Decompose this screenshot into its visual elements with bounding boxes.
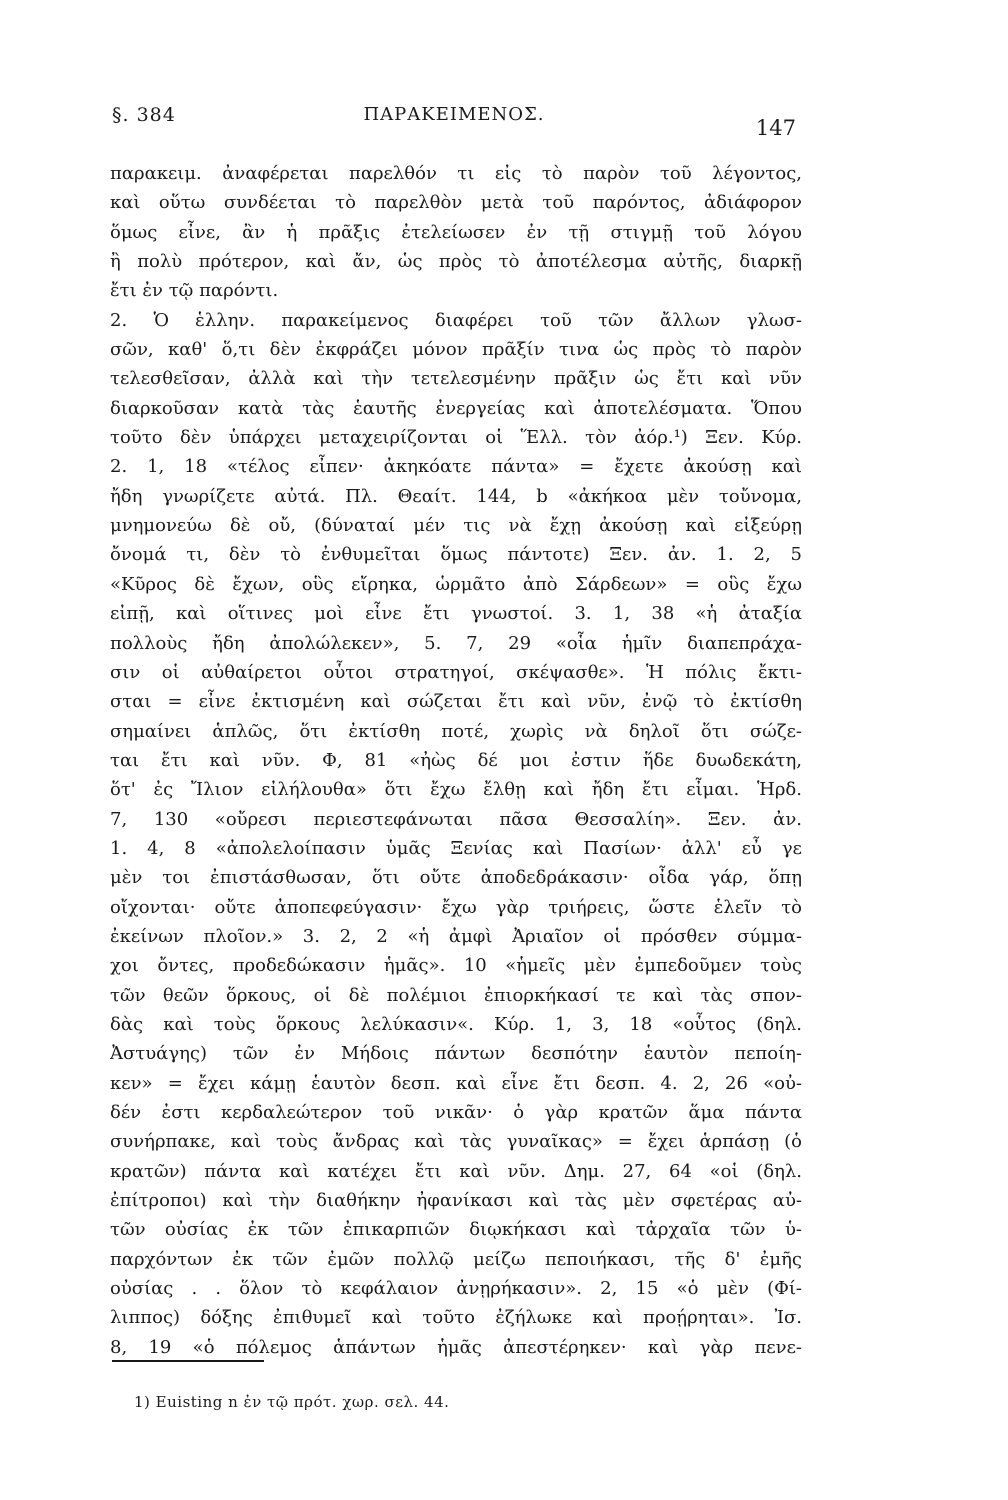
text-line: ἐπίτροποι) καὶ τὴν διαθήκην ἠφανίκασι καὶ τὰς μὲν σφετέρας αὐ- [110,1190,802,1212]
text-line: δέν ἐστι κερδαλεώτερον τοῦ νικᾶν· ὁ γὰρ κρατῶν ἅμα πάντα [110,1102,802,1123]
text-line: σιν οἱ αὐθαίρετοι οὗτοι στρατηγοί, σκέψασθε». Ἡ πόλις ἔκτι- [110,661,802,683]
text-line: ται ἔτι καὶ νῦν. Φ, 81 «ἠὼς δέ μοι ἐστιν ἥδε δυωδεκάτη, [110,749,802,771]
text-line: ἐκείνων πλοῖον.» 3. 2, 2 «ἡ ἀμφὶ Ἀριαῖον οἱ πρόσθεν σύμμα- [110,925,802,947]
text-line: 7, 130 «οὔρεσι περιεστεφάνωται πᾶσα Θεσσαλίη». Ξεν. ἀν. [110,808,802,830]
text-line: ὅμως εἶνε, ἂν ἡ πρᾶξις ἐτελείωσεν ἐν τῇ στιγμῇ τοῦ λόγου [110,221,802,243]
text-line: πολλοὺς ἤδη ἀπολώλεκεν», 5. 7, 29 «οἷα ἡμῖν διαπεπράχα- [110,632,802,654]
text-line: τῶν θεῶν ὅρκους, οἱ δὲ πολέμιοι ἐπιορκήκασί τε καὶ τὰς σπον- [110,984,802,1006]
text-line: κεν» = ἔχει κάμῃ ἑαυτὸν δεσπ. καὶ εἶνε ἔτι δεσπ. 4. 2, 26 «οὐ- [110,1072,802,1094]
text-line: παρακειμ. ἀναφέρεται παρελθόν τι εἰς τὸ παρὸν τοῦ λέγοντος, [110,163,802,184]
running-title: ΠΑΡΑΚΕΙΜΕΝΟΣ. [363,104,545,125]
text-line: 8, 19 «ὁ πόλεμος ἁπάντων ἡμᾶς ἀπεστέρηκεν· καὶ γὰρ πενε- [110,1336,802,1358]
text-line: ὄνομά τι, δὲν τὸ ἐνθυμεῖται ὅμως πάντοτε) Ξεν. ἀν. 1. 2, 5 [110,544,802,566]
text-line: κρατῶν) πάντα καὶ κατέχει ἔτι καὶ νῦν. Δημ. 27, 64 «οἱ (δηλ. [110,1160,802,1182]
text-line: «Κῦρος δὲ ἔχων, οὓς εἴρηκα, ὡρμᾶτο ἀπὸ Σάρδεων» = οὓς ἔχω [110,573,802,595]
text-line: σται = εἶνε ἐκτισμένη καὶ σώζεται ἔτι καὶ νῦν, ἐνῷ τὸ ἐκτίσθη [110,691,802,713]
text-line: χοι ὄντες, προδεδώκασιν ἡμᾶς». 10 «ἡμεῖς μὲν ἐμπεδοῦμεν τοὺς [110,955,802,977]
text-line: ἢ πολὺ πρότερον, καὶ ἄν, ὡς πρὸς τὸ ἀποτέλεσμα αὐτῆς, διαρκῇ [110,251,802,273]
text-line: τοῦτο δὲν ὑπάρχει μεταχειρίζονται οἱ Ἕλλ. τὸν ἀόρ.¹) Ξεν. Κύρ. [110,427,802,449]
page-number: 147 [755,116,796,140]
footnote: 1) Euisting n ἐν τῷ πρότ. χωρ. σελ. 44. [134,1393,450,1411]
text-line: οὐσίας . . ὅλον τὸ κεφάλαιον ἀνῃρήκασιν». 2, 15 «ὁ μὲν (Φί- [110,1278,802,1300]
text-line: 1. 4, 8 «ἀπολελοίπασιν ὑμᾶς Ξενίας καὶ Πασίων· ἀλλ' εὖ γε [110,837,802,859]
text-line: παρχόντων ἐκ τῶν ἐμῶν πολλῷ μείζω πεποιήκασι, τῆς δ' ἐμῆς [110,1248,802,1270]
body-text [110,159,802,1362]
text-line: ἤδη γνωρίζετε αὐτά. Πλ. Θεαίτ. 144, b «ἀκήκοα μὲν τοὔνομα, [110,485,802,507]
text-line: δὰς καὶ τοὺς ὅρκους λελύκασιν«. Κύρ. 1, 3, 18 «οὗτος (δηλ. [110,1013,802,1035]
text-line: εἰπῇ, καὶ οἵτινες μοὶ εἶνε ἔτι γνωστοί. 3. 1, 38 «ἡ ἀταξία [110,603,802,625]
text-line: μὲν τοι ἐπιστάσθωσαν, ὅτι οὔτε ἀποδεδράκασιν· οἶδα γάρ, ὅπῃ [110,867,802,889]
text-line: συνήρπακε, καὶ τοὺς ἄνδρας καὶ τὰς γυναῖκας» = ἔχει ἁρπάσῃ (ὁ [110,1131,802,1153]
text-line: ἔτι ἐν τῷ παρόντι. [110,280,279,302]
text-line: καὶ οὕτω συνδέεται τὸ παρελθὸν μετὰ τοῦ παρόντος, ἀδιάφορον [110,192,802,214]
text-line: τῶν οὐσίας ἐκ τῶν ἐπικαρπιῶν διῳκήκασι καὶ τἀρχαῖα τῶν ὑ- [110,1219,802,1241]
text-line: ὅτ' ἐς Ἴλιον εἰλήλουθα» ὅτι ἔχω ἔλθῃ καὶ ἤδη ἔτι εἶμαι. Ἡρδ. [110,779,802,801]
running-header [112,104,796,144]
text-line: διαρκοῦσαν κατὰ τὰς ἑαυτῆς ἐνεργείας καὶ ἀποτελέσματα. Ὅπου [110,397,802,419]
text-line: σῶν, καθ' ὅ,τι δὲν ἐκφράζει μόνον πρᾶξίν τινα ὡς πρὸς τὸ παρὸν [110,339,802,361]
text-line: 2. Ὁ ἑλλην. παρακείμενος διαφέρει τοῦ τῶν ἄλλων γλωσ- [110,309,802,331]
section-number: §. 384 [112,104,176,126]
text-line: 2. 1, 18 «τέλος εἶπεν· ἀκηκόατε πάντα» = ἔχετε ἀκούσῃ καὶ [110,456,802,478]
text-line: οἴχονται· οὔτε ἀποπεφεύγασιν· ἔχω γὰρ τριήρεις, ὥστε ἑλεῖν τὸ [110,896,802,918]
text-line: μνημονεύω δὲ οὔ, (δύναταί μέν τις νὰ ἔχῃ ἀκούσῃ καὶ εἰξεύρῃ [110,515,802,537]
text-line: λιππος) δόξης ἐπιθυμεῖ καὶ τοῦτο ἐζήλωκε καὶ προῄρηται». Ἰσ. [110,1307,802,1329]
text-line: Ἀστυάγης) τῶν ἐν Μήδοις πάντων δεσπότην ἑαυτὸν πεποίη- [110,1043,802,1065]
footnote-divider [112,1360,264,1362]
text-line: τελεσθεῖσαν, ἀλλὰ καὶ τὴν τετελεσμένην πρᾶξιν ὡς ἔτι καὶ νῦν [110,368,802,390]
text-line: σημαίνει ἁπλῶς, ὅτι ἐκτίσθη ποτέ, χωρὶς νὰ δηλοῖ ὅτι σώζε- [110,720,802,742]
